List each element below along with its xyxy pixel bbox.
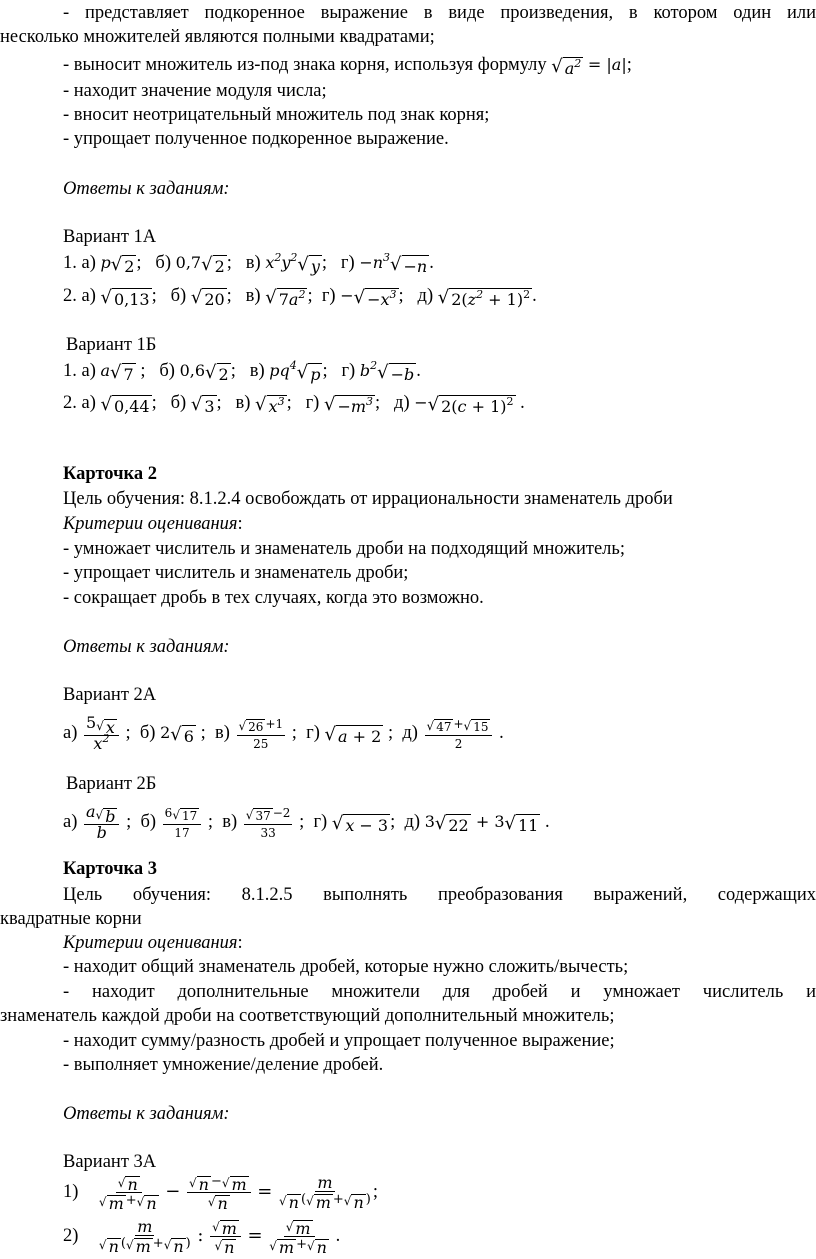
- variant-1b-title: Вариант 1Б: [66, 335, 157, 355]
- variant-1a-answers-2: 2. а) √ 0,13 ; б) √ 20 ; в) √ $7a^2$ ; г) − √ $-x^3$ ; д) √ $2(z^2 + 1)^2$ .: [63, 286, 537, 309]
- card-2-criterion-2: - упрощает числитель и знаменатель дроби;: [63, 563, 409, 583]
- intro-line-4: - находит значение модуля числа;: [63, 81, 327, 101]
- card-3-criterion-2-line-1: - находит дополнительные множители для дробей и умножает числитель и: [63, 982, 816, 1002]
- intro-line-1: - представляет подкоренное выражение в виде произведения, в котором один или: [63, 3, 816, 23]
- variant-1b-answers-2: 2. а) √ 0,44 ; б) √ 3 ; в) √ $x^3$ ; г) √ $-m^3$ ; д) − √ $2(c + 1)^2$ .: [63, 393, 525, 416]
- variant-1a-answers-1: 1. а) p √ 2 ; б) 0,7 √ 2 ; в) $x^2y^2$ √ y ; $г) -n^3$ √ −n .: [63, 251, 434, 276]
- card-3-criterion-3: - находит сумму/разность дробей и упрощает полученное выражение;: [63, 1031, 615, 1051]
- card-2-criterion-1: - умножает числитель и знаменатель дроби на подходящий множитель;: [63, 539, 625, 559]
- variant-1a-title: Вариант 1А: [63, 227, 157, 247]
- criteria-colon: :: [237, 933, 243, 953]
- intro-line-3: [63, 54, 816, 78]
- card-3-criterion-2-line-2: знаменатель каждой дроби на соответствующий дополнительный множитель;: [0, 1006, 615, 1026]
- card-3-goal-line-1: Цель обучения: 8.1.2.5 выполнять преобразования выражений, содержащих: [63, 885, 816, 905]
- variant-1b-answers-1: 1. а) a √ 7 ; б) 0,6 √ 2 ; в) $pq^4$ √ p ; г) $b^2$ √ −b .: [63, 359, 421, 384]
- card-3-goal-line-2: квадратные корни: [0, 909, 142, 929]
- intro-line-6: - упрощает полученное подкоренное выражение.: [63, 129, 449, 149]
- variant-2b-answers: а) a √ b b ; б) 6 √ 17 17 ; в) √ 37 −2 33 ; г) √ x − 3 ; д) 3 √ 22 + 3 √ 11 .: [63, 802, 550, 842]
- card-3-criterion-4: - выполняет умножение/деление дробей.: [63, 1055, 384, 1075]
- answers-heading-2: Ответы к заданиям:: [63, 637, 230, 657]
- card-3-criterion-1: - находит общий знаменатель дробей, которые нужно сложить/вычесть;: [63, 957, 629, 977]
- intro-line-2: несколько множителей являются полными квадратами;: [0, 27, 435, 47]
- card-2-title: Карточка 2: [63, 464, 158, 484]
- card-2-goal: Цель обучения: 8.1.2.4 освобождать от иррациональности знаменатель дроби: [63, 489, 673, 509]
- variant-3a-answer-1: 1) √ n √ m + √ n − √ n − √ m √ n = m √ n ( √ m + √ n ) ;: [63, 1173, 378, 1214]
- answers-heading-3: Ответы к заданиям:: [63, 1104, 230, 1124]
- variant-2a-answers: а) 5 √ x $x^2$ ; б) 2 √ 6 ; в) √ 26 +1 25 ; г) √ a + 2 ; д) √ 47 + √ 15 2 .: [63, 713, 504, 753]
- card-2-criteria-label: [63, 513, 816, 535]
- sqrt-a-squared: √ $a^2$: [551, 56, 582, 78]
- answers-heading-1: Ответы к заданиям:: [63, 179, 230, 199]
- card-3-criteria-label: [63, 932, 816, 954]
- variant-3a-answer-2: 2) m √ n ( √ m + √ n ) : √ m √ n = √ m √ m + √ n .: [63, 1217, 341, 1258]
- variant-3a-title: Вариант 3А: [63, 1152, 157, 1172]
- intro-line-3-text: - выносит множитель из-под знака корня, используя формулу: [63, 55, 547, 75]
- intro-line-3-formula: √ $a^2$ = |a|;: [551, 55, 632, 78]
- intro-line-5: - вносит неотрицательный множитель под знак корня;: [63, 105, 490, 125]
- criteria-label: Критерии оценивания: [63, 933, 238, 953]
- variant-2b-title: Вариант 2Б: [66, 774, 157, 794]
- variant-2a-title: Вариант 2А: [63, 685, 157, 705]
- card-3-title: Карточка 3: [63, 859, 158, 879]
- criteria-label: Критерии оценивания: [63, 514, 238, 534]
- card-2-criterion-3: - сокращает дробь в тех случаях, когда это возможно.: [63, 588, 484, 608]
- criteria-colon: :: [237, 514, 243, 534]
